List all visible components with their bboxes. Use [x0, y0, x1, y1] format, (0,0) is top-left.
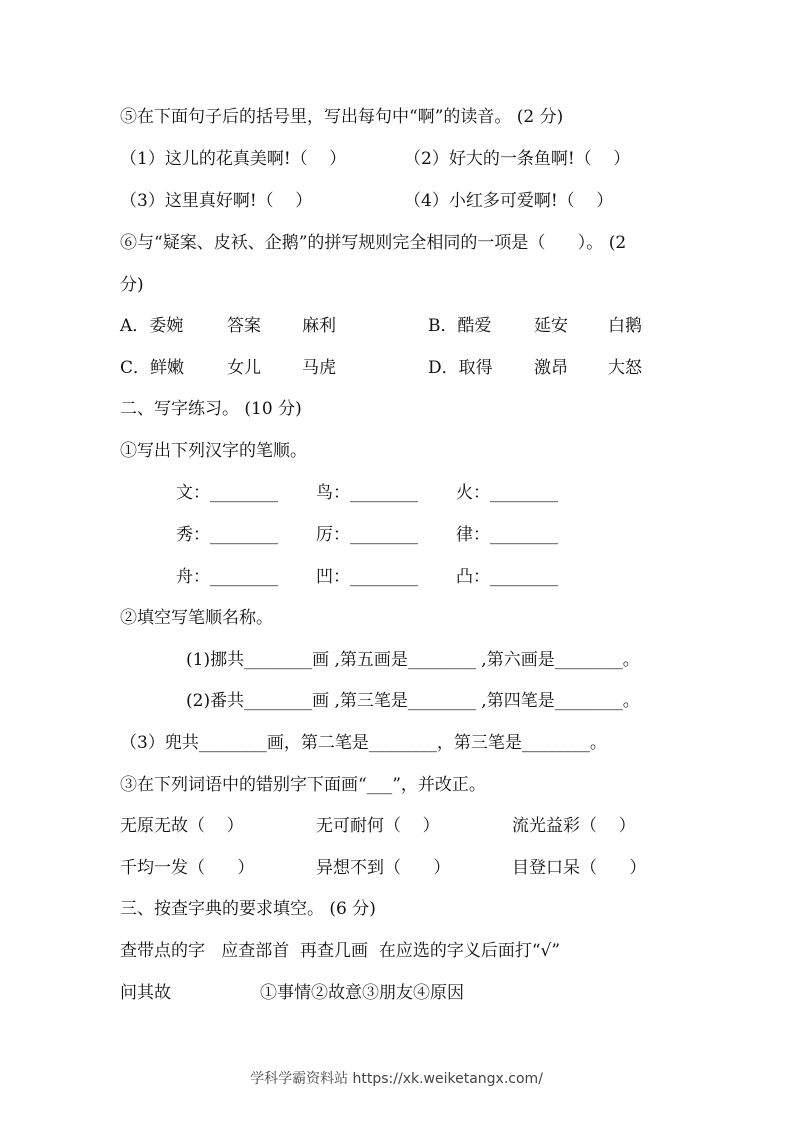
q6-option-b: B．酷爱: [428, 316, 492, 336]
dictionary-word: 问其故: [120, 983, 171, 1003]
q6-option-b-word3: 白鹅: [608, 316, 642, 336]
section2-heading: 二、写字练习。 (10 分): [120, 399, 302, 419]
stroke-order-item: 文：________: [176, 483, 278, 503]
dictionary-meanings: ①事情②故意③朋友④原因: [260, 983, 464, 1003]
typo-word: 流光益彩（ ）: [512, 816, 636, 836]
sub1-title: ①写出下列汉字的笔顺。: [120, 441, 307, 461]
stroke-name-line-1: (1)挪共________画 ,第五画是________ ,第六画是________。: [186, 650, 640, 670]
stroke-order-item: 鸟：________: [316, 483, 418, 503]
q5-title: ⑤在下面句子后的括号里，写出每句中“啊”的读音。 (2 分): [120, 107, 564, 127]
q6-option-d: D．取得: [428, 358, 493, 378]
section3-heading: 三、按查字典的要求填空。 (6 分): [120, 899, 376, 919]
stroke-order-item: 凹：________: [316, 567, 418, 587]
q5-item-2: （2）好大的一条鱼啊!（ ）: [404, 149, 631, 169]
stroke-order-item: 厉：________: [316, 525, 418, 545]
q6-option-b-word2: 延安: [534, 316, 568, 336]
q6-title-line1: ⑥与“疑案、皮袄、企鹅”的拼写规则完全相同的一项是（ ）。 (2: [120, 233, 627, 253]
typo-word: 无原无故（ ）: [120, 816, 244, 836]
q6-option-a: A．委婉: [120, 316, 184, 336]
typo-word: 异想不到（ ）: [316, 858, 451, 878]
stroke-order-item: 火：________: [456, 483, 558, 503]
q6-option-d-word2: 激昂: [534, 358, 568, 378]
q5-item-4: （4）小红多可爱啊!（ ）: [404, 191, 614, 211]
stroke-order-item: 秀：________: [176, 525, 278, 545]
sub3-title: ③在下列词语中的错别字下面画“___”，并改正。: [120, 775, 486, 795]
q6-option-a-word2: 答案: [227, 316, 261, 336]
q6-option-d-word3: 大怒: [608, 358, 642, 378]
site-footer: 学科学霸资料站 https://xk.weiketangx.com/: [250, 1071, 543, 1087]
stroke-name-line-2: (2)番共________画 ,第三笔是________ ,第四笔是________。: [186, 691, 640, 711]
stroke-order-item: 舟：________: [176, 567, 278, 587]
q6-option-c: C．鲜嫩: [120, 358, 185, 378]
stroke-order-item: 律：________: [456, 525, 558, 545]
section3-instruction: 查带点的字 应查部首 再查几画 在应选的字义后面打“√”: [120, 941, 561, 961]
typo-word: 千均一发（ ）: [120, 858, 255, 878]
q5-item-3: （3）这里真好啊!（ ）: [120, 191, 313, 211]
q5-item-1: （1）这儿的花真美啊!（ ）: [120, 149, 347, 169]
q6-option-c-word3: 马虎: [302, 358, 336, 378]
sub2-title: ②填空写笔顺名称。: [120, 608, 273, 628]
stroke-name-line-3: （3）兜共________画，第二笔是________，第三笔是________。: [120, 733, 607, 753]
typo-word: 目登口呆（ ）: [512, 858, 647, 878]
q6-option-a-word3: 麻利: [302, 316, 336, 336]
stroke-order-item: 凸：________: [456, 567, 558, 587]
typo-word: 无可耐何（ ）: [316, 816, 440, 836]
q6-option-c-word2: 女儿: [227, 358, 261, 378]
q6-title-line2: 分): [120, 275, 144, 295]
